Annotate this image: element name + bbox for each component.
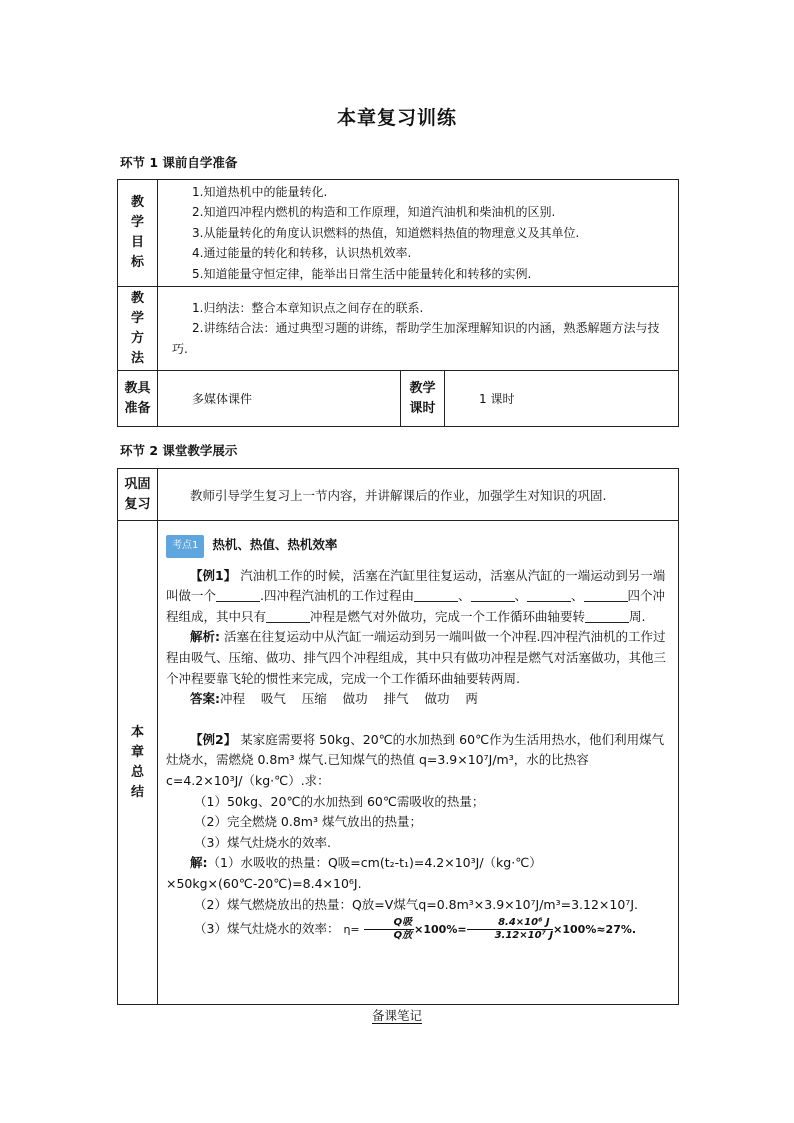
example1-tag: 【例1】 [190,567,237,583]
answer-label: 答案: [190,691,220,707]
eta-symbol: η= [343,923,360,937]
time-value: 1 课时 [445,371,679,427]
answer-blank [471,588,515,602]
solution-3 [166,917,668,942]
goals-label-text: 教 学 目 标 [130,195,144,271]
section2-table [117,468,679,1005]
summary-label [118,521,158,1005]
method-item: 2.讲练结合法：通过典型习题的讲练，帮助学生加深理解知识的内涵，熟悉解题方法与技巧. [172,321,660,356]
page-title: 本章复习训练 [336,107,457,129]
ex2-item: （2）完全燃烧 0.8m³ 煤气放出的热量； [194,814,422,830]
answer-blank [527,588,571,602]
solution-3-text: （3）煤气灶烧水的效率： [194,921,340,937]
solution-1 [166,853,668,894]
summary-label-text: 本 章 总 结 [130,724,144,800]
ex1-text: 、 [458,588,471,604]
answer-blank [266,609,310,623]
value-fraction [467,917,554,942]
tools-label [118,371,158,427]
section1-heading: 环节 1 课前自学准备 [120,155,238,170]
example1-analysis [166,627,668,689]
methods-list [158,287,679,371]
answer-blank [585,609,629,623]
tools-value: 多媒体课件 [158,371,401,427]
solution-2: （2）煤气燃烧放出的热量：Q放=V煤气q=0.8m³×3.9×10⁷J/m³=3.12×10⁷J. [194,896,638,912]
footer-notes [0,1006,794,1024]
ex2-item: （3）煤气灶烧水的效率. [194,834,331,850]
fraction-numerator: 8.4×10⁶ J [467,917,554,930]
methods-label-text: 教 学 方 法 [130,290,144,366]
example2-tag: 【例2】 [190,731,237,747]
example1-question [166,566,668,628]
topic-title: 热机、热值、热机效率 [212,537,338,552]
topic-badge: 考点1 [166,535,204,558]
ex2-item: （1）50kg、20℃的水加热到 60℃需吸收的热量； [194,793,485,809]
ex1-text: 汽油机工作的时候，活塞在汽缸里往复运动，活塞从汽缸的一端运动到另一端叫做一个 [166,567,666,604]
footer-notes-text: 备课笔记 [371,1008,422,1023]
topic-row [166,535,668,558]
goal-item: 1.知道热机中的能量转化. [192,185,328,199]
goal-item: 4.通过能量的转化和转移，认识热机效率. [192,246,412,261]
analysis-label: 解析: [190,629,220,645]
answer-text: 冲程 吸气 压缩 做功 排气 做功 两 [220,691,478,707]
review-label-text: 巩固 复习 [124,476,151,512]
analysis-text: 活塞在往复运动中从汽缸一端运动到另一端叫做一个冲程.四冲程汽油机的工作过程由吸气、压缩、做功、排气四个冲程组成，其中只有做功冲程是燃气对活塞做功，其他三个冲程要靠飞轮的惯性来完成，完成一个工作循环曲轴要转两周. [166,629,667,686]
ex1-text: 、 [514,588,528,604]
fraction-numerator: Q吸 [364,917,415,930]
efficiency-result: ×100%≈27%. [553,923,637,937]
time-label [401,371,445,427]
answer-blank [584,588,628,602]
goal-item: 2.知道四冲程内燃机的构造和工作原理，知道汽油机和柴油机的区别. [192,205,556,220]
section2-heading: 环节 2 课堂教学展示 [120,443,238,458]
fraction-denominator: Q放 [393,930,413,942]
solution-label: 解: [190,855,208,871]
goal-item: 3.从能量转化的角度认识燃料的热值，知道燃料热值的物理意义及其单位. [192,225,580,240]
ex1-text: 、 [571,588,584,604]
solution-text: （1）水吸收的热量：Q吸=cm(t₂-t₁)=4.2×10³J/（kg·℃）×50kg×(60℃-20℃)=8.4×10⁶J. [166,855,542,891]
ex1-text: .四冲程汽油机的工作过程由 [260,588,414,604]
method-item: 1.归纳法：整合本章知识点之间存在的联系. [192,300,424,315]
ex2-text: 某家庭需要将 50kg、20℃的水加热到 60℃作为生活用热水，他们利用煤气灶烧水，需燃烧 0.8m³ 煤气.已知煤气的热值 q=3.9×10⁷J/m³，水的比热容 c=4.2×10³J/（kg·℃）.求： [166,731,665,788]
section1-table [117,179,679,427]
tools-label-text: 教具 准备 [124,380,151,416]
summary-content [158,521,679,1005]
goals-list [158,180,679,287]
fraction-denominator: 3.12×10⁷ J [494,930,554,942]
example1-answer [166,689,668,710]
methods-label [118,287,158,371]
answer-blank [414,588,458,602]
example2-question [166,730,668,792]
answer-blank [216,588,260,602]
times-100: ×100%= [414,923,467,937]
ex1-text: 四个冲程组成，其中只有 [166,588,666,624]
review-text: 教师引导学生复习上一节内容，并讲解课后的作业，加强学生对知识的巩固. [158,469,679,521]
goals-label [118,180,158,287]
ex1-text: 周. [629,608,646,624]
efficiency-fraction [364,917,415,942]
review-label [118,469,158,521]
time-label-text: 教学 课时 [409,380,436,416]
ex1-text: 冲程是燃气对外做功，完成一个工作循环曲轴要转 [310,608,586,624]
goal-item: 5.知道能量守恒定律，能举出日常生活中能量转化和转移的实例. [192,266,532,281]
